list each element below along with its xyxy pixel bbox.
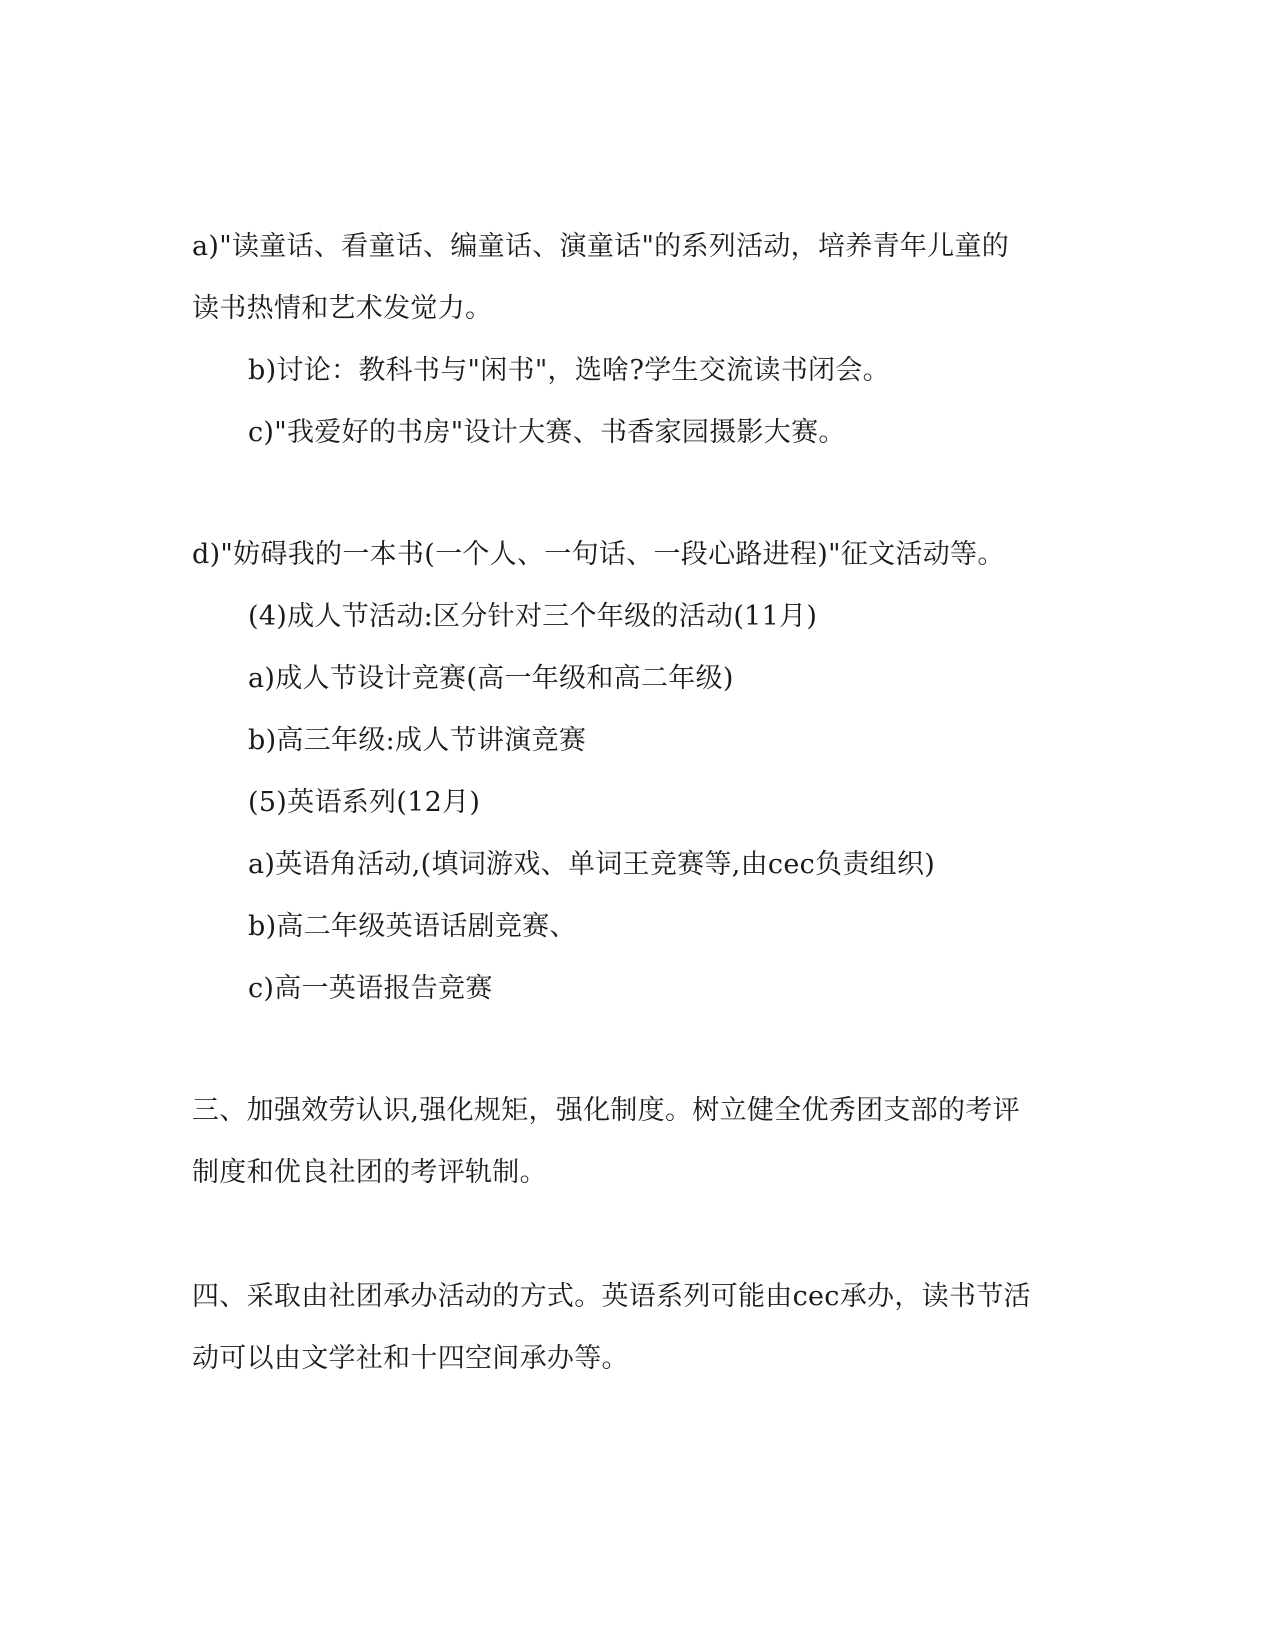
paragraph-line: (4)成人节活动:区分针对三个年级的活动(11月) [248,601,818,632]
paragraph-line: 制度和优良社团的考评轨制。 [192,1157,547,1188]
paragraph-line: a)成人节设计竞赛(高一年级和高二年级) [248,663,734,694]
paragraph-line: b)讨论：教科书与"闲书"，选啥?学生交流读书闭会。 [248,355,890,386]
paragraph-line: c)"我爱好的书房"设计大赛、书香家园摄影大赛。 [248,417,846,448]
paragraph-line: 动可以由文学社和十四空间承办等。 [192,1343,629,1374]
paragraph-line: a)英语角活动,(填词游戏、单词王竞赛等,由cec负责组织) [248,849,936,880]
paragraph-line: b)高三年级:成人节讲演竞赛 [248,725,587,756]
paragraph-line: 读书热情和艺术发觉力。 [192,293,493,324]
paragraph-line: b)高二年级英语话剧竞赛、 [248,911,577,942]
paragraph-line: c)高一英语报告竞赛 [248,973,493,1004]
paragraph-line: 四、采取由社团承办活动的方式。英语系列可能由cec承办，读书节活 [192,1281,1031,1312]
paragraph-line: d)"妨碍我的一本书(一个人、一句话、一段心路进程)"征文活动等。 [192,539,1005,570]
paragraph-line: a)"读童话、看童话、编童话、演童话"的系列活动，培养青年儿童的 [192,231,1010,262]
paragraph-line: 三、加强效劳认识,强化规矩，强化制度。树立健全优秀团支部的考评 [192,1095,1020,1126]
paragraph-line: (5)英语系列(12月) [248,787,481,818]
